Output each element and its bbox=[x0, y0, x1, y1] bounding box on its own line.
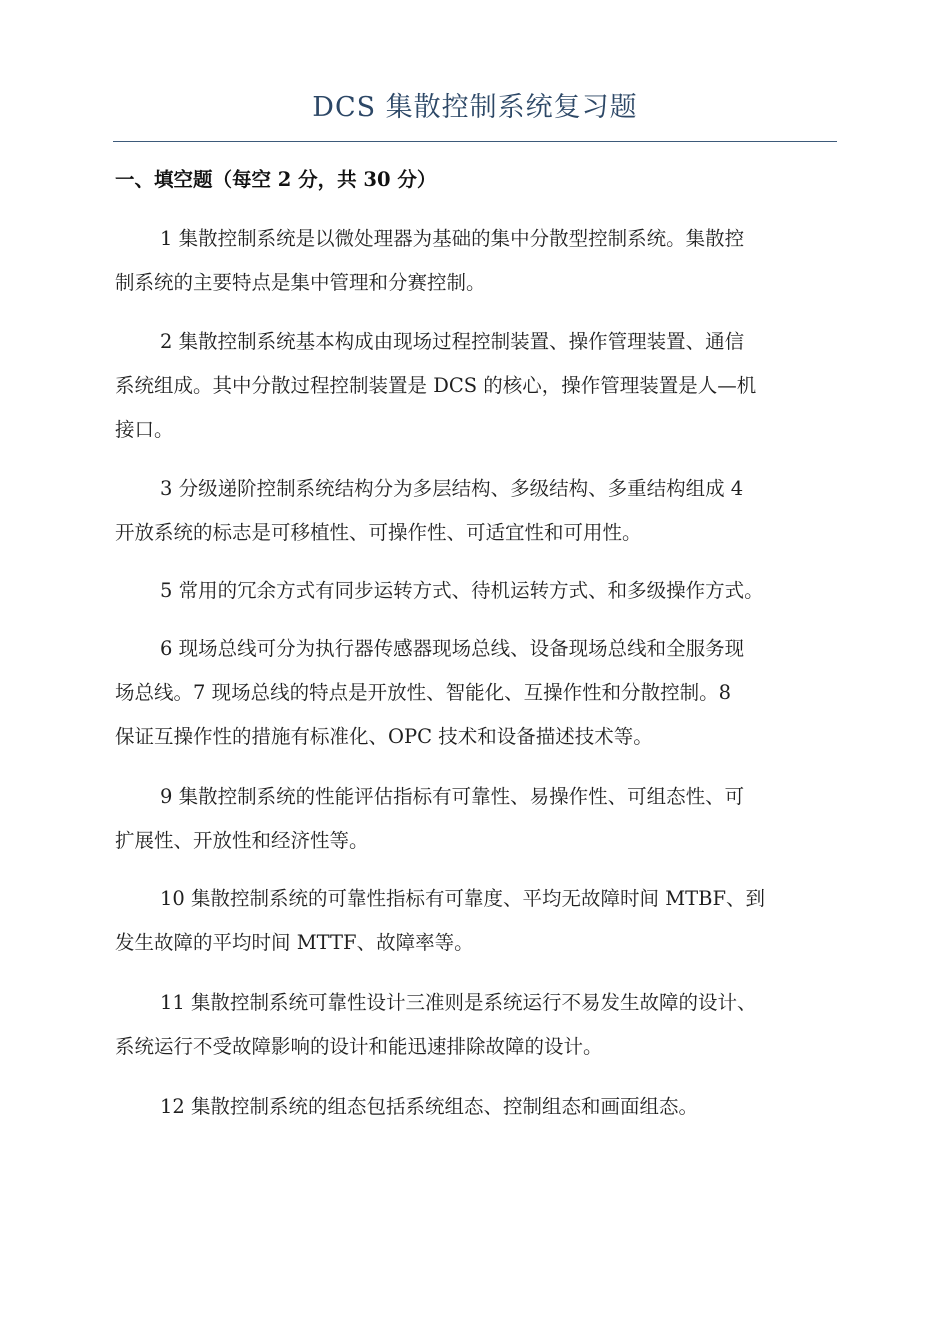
paragraph-4 bbox=[115, 569, 840, 613]
paragraph-line: 保证互操作性的措施有标准化、OPC 技术和设备描述技术等。 bbox=[115, 725, 653, 748]
document-title: DCS 集散控制系统复习题 bbox=[312, 92, 638, 123]
title-divider bbox=[113, 141, 837, 142]
paragraph-line: 系统组成。其中分散过程控制装置是 DCS 的核心，操作管理装置是人—机 bbox=[115, 374, 757, 397]
paragraph-line: 5 常用的冗余方式有同步运转方式、待机运转方式、和多级操作方式。 bbox=[160, 579, 764, 602]
paragraph-line: 12 集散控制系统的组态包括系统组态、控制组态和画面组态。 bbox=[160, 1095, 699, 1118]
paragraph-line: 9 集散控制系统的性能评估指标有可靠性、易操作性、可组态性、可 bbox=[160, 785, 745, 808]
paragraph-8 bbox=[115, 981, 840, 1069]
paragraph-6 bbox=[115, 775, 840, 863]
paragraph-line: 系统运行不受故障影响的设计和能迅速排除故障的设计。 bbox=[115, 1035, 603, 1058]
paragraph-line: 场总线。7 现场总线的特点是开放性、智能化、互操作性和分散控制。8 bbox=[115, 681, 732, 704]
paragraph-line: 发生故障的平均时间 MTTF、故障率等。 bbox=[115, 931, 474, 954]
paragraph-line: 开放系统的标志是可移植性、可操作性、可适宜性和可用性。 bbox=[115, 521, 642, 544]
paragraph-1 bbox=[115, 217, 840, 305]
paragraph-line: 3 分级递阶控制系统结构分为多层结构、多级结构、多重结构组成 4 bbox=[160, 477, 744, 500]
paragraph-2 bbox=[115, 320, 840, 452]
paragraph-3 bbox=[115, 467, 840, 555]
paragraph-5 bbox=[115, 627, 840, 759]
section-heading: 一、填空题（每空 2 分，共 30 分） bbox=[115, 168, 437, 191]
paragraph-line: 2 集散控制系统基本构成由现场过程控制装置、操作管理装置、通信 bbox=[160, 330, 745, 353]
paragraph-line: 接口。 bbox=[115, 418, 174, 441]
paragraph-line: 11 集散控制系统可靠性设计三准则是系统运行不易发生故障的设计、 bbox=[160, 991, 757, 1014]
paragraph-9 bbox=[115, 1085, 840, 1129]
paragraph-line: 1 集散控制系统是以微处理器为基础的集中分散型控制系统。集散控 bbox=[160, 227, 745, 250]
paragraph-line: 扩展性、开放性和经济性等。 bbox=[115, 829, 369, 852]
paragraph-line: 制系统的主要特点是集中管理和分赛控制。 bbox=[115, 271, 486, 294]
paragraph-line: 6 现场总线可分为执行器传感器现场总线、设备现场总线和全服务现 bbox=[160, 637, 745, 660]
paragraph-line: 10 集散控制系统的可靠性指标有可靠度、平均无故障时间 MTBF、到 bbox=[160, 887, 766, 910]
paragraph-7 bbox=[115, 877, 840, 965]
